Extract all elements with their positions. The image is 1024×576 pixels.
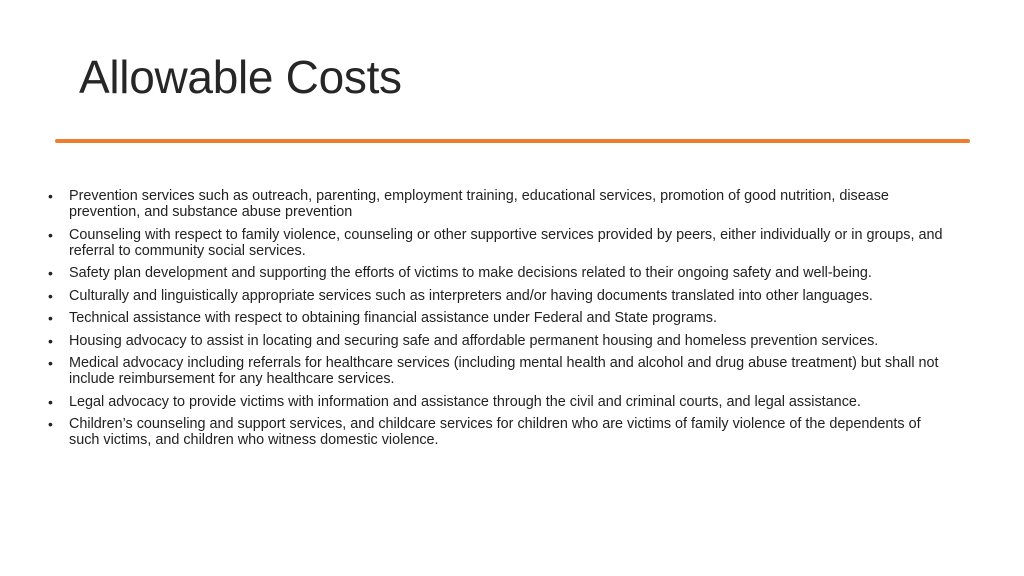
- bullet-item: [48, 333, 953, 349]
- bullet-text: Medical advocacy including referrals for healthcare services (including mental health and alcohol and drug abuse treatment) but shall not include reimbursement for any healthcare services.: [69, 355, 939, 387]
- bullet-item: [48, 188, 953, 220]
- bullet-dot-icon: •: [48, 188, 53, 204]
- bullet-item: [48, 416, 953, 448]
- bullet-item: [48, 288, 953, 304]
- bullet-item: [48, 227, 953, 259]
- bullet-text: Prevention services such as outreach, parenting, employment training, educational services, promotion of good nutrition, disease prevention, and substance abuse prevention: [69, 188, 889, 220]
- title-divider: [55, 139, 970, 143]
- bullet-text: Legal advocacy to provide victims with information and assistance through the civil and criminal courts, and legal assistance.: [69, 393, 861, 410]
- bullet-item: [48, 355, 953, 387]
- bullet-text: Counseling with respect to family violence, counseling or other supportive services provided by peers, either individually or in groups, and referral to community social services.: [69, 226, 943, 259]
- bullet-item: [48, 310, 953, 326]
- slide-title: Allowable Costs: [79, 51, 402, 103]
- bullet-dot-icon: •: [48, 393, 53, 410]
- bullet-text: Children’s counseling and support services, and childcare services for children who are victims of family violence of the dependents of such victims, and children who witness domestic violence.: [69, 416, 921, 448]
- bullet-item: [48, 394, 953, 410]
- bullet-text: Safety plan development and supporting the efforts of victims to make decisions related to their ongoing safety and well-being.: [69, 265, 872, 281]
- bullet-dot-icon: •: [48, 332, 53, 349]
- bullet-dot-icon: •: [48, 265, 53, 281]
- bullet-dot-icon: •: [48, 287, 53, 304]
- bullet-text: Culturally and linguistically appropriate services such as interpreters and/or having documents translated into other languages.: [69, 287, 873, 304]
- bullet-item: [48, 265, 953, 281]
- bullet-text: Technical assistance with respect to obtaining financial assistance under Federal and State programs.: [69, 310, 717, 326]
- bullet-list: [48, 188, 953, 455]
- bullet-dot-icon: •: [48, 226, 53, 243]
- bullet-text: Housing advocacy to assist in locating and securing safe and affordable permanent housing and homeless prevention services.: [69, 332, 879, 349]
- bullet-dot-icon: •: [48, 416, 53, 432]
- bullet-dot-icon: •: [48, 310, 53, 326]
- bullet-dot-icon: •: [48, 355, 53, 371]
